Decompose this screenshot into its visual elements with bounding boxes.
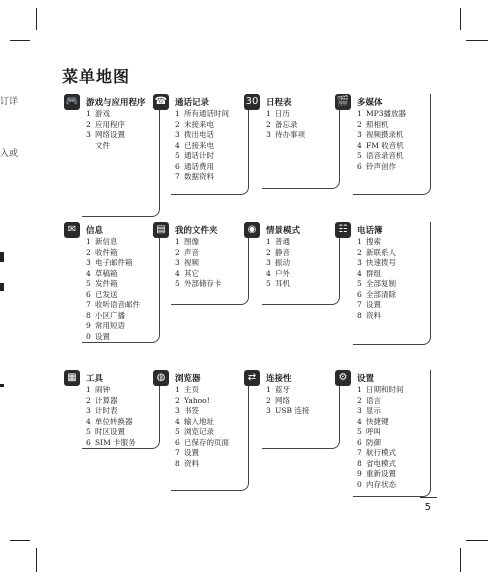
menu-item-number: 5 [357, 279, 362, 288]
menu-item [266, 237, 290, 248]
menu-item-label: USB 连接 [275, 406, 310, 415]
bleed-text: 订详 [0, 97, 19, 107]
page-title: 菜单地图 [62, 67, 131, 86]
envelope-icon: ✉ [64, 222, 80, 238]
menu-card-list [266, 237, 290, 290]
menu-item-label: 计算器 [95, 395, 118, 405]
menu-card-title: 我的文件夹 [175, 226, 218, 236]
menu-item-label: 语音录音机 [366, 151, 404, 160]
menu-item [357, 300, 396, 311]
menu-item-number: 3 [86, 406, 91, 415]
menu-item-number: 5 [357, 427, 362, 436]
menu-item [86, 311, 140, 322]
menu-item-label: 重新设置 [366, 469, 396, 478]
menu-item-label: 游戏 [95, 109, 110, 118]
menu-item-label: 收听语音邮件 [95, 300, 140, 309]
menu-item-label: 图像 [184, 237, 199, 246]
gear-icon: ⚙ [335, 370, 351, 386]
menu-item-label: 户外 [275, 268, 290, 278]
menu-item [266, 130, 305, 141]
menu-item [175, 417, 229, 428]
menu-item-number: 7 [175, 172, 180, 181]
menu-item [357, 130, 406, 141]
menu-item [357, 459, 404, 470]
menu-item-label: Yahoo! [184, 395, 210, 405]
menu-card-title: 电话簿 [357, 226, 383, 236]
menu-item-label: 全部复制 [366, 279, 396, 288]
crop-mark [10, 540, 30, 541]
menu-item-number: 2 [175, 119, 180, 129]
bleed-mark [0, 283, 4, 291]
menu-item [175, 109, 229, 120]
menu-item-number: 4 [86, 416, 91, 426]
phonebook-icon: ☷ [335, 222, 351, 238]
menu-item [175, 162, 229, 173]
menu-item-number: 5 [266, 279, 271, 288]
menu-item-label: 计时表 [95, 406, 118, 415]
menu-item-label: 主页 [184, 385, 199, 394]
menu-item-label: 备忘录 [275, 119, 298, 129]
menu-item-number: 8 [357, 310, 362, 320]
menu-item-label: 视频 [184, 258, 199, 267]
menu-item-number: 4 [357, 140, 362, 150]
menu-item [175, 385, 229, 396]
menu-item [357, 258, 396, 269]
menu-item-label: 快捷键 [366, 416, 389, 426]
menu-item [86, 279, 140, 290]
menu-item-label: 新联系人 [366, 247, 396, 257]
menu-item-number: 4 [266, 268, 271, 278]
menu-item [357, 448, 404, 459]
menu-item [357, 438, 404, 449]
menu-item [86, 406, 136, 417]
menu-item-label: 新信息 [95, 237, 118, 246]
menu-item-label: MP3播放器 [366, 109, 406, 118]
menu-item [86, 321, 140, 332]
bleed-mark [0, 252, 4, 262]
menu-item-label: 普通 [275, 237, 290, 246]
menu-item-label: 通话计时 [184, 151, 214, 160]
menu-item-number: 1 [175, 385, 180, 394]
menu-item-label: 已发送 [95, 289, 118, 299]
menu-item [175, 130, 229, 141]
menu-item [86, 109, 125, 120]
menu-item-label: 发件箱 [95, 279, 118, 288]
crop-mark [36, 8, 37, 30]
menu-item-label: 通话费用 [184, 161, 214, 171]
menu-item-number: 3 [175, 130, 180, 139]
calendar-icon: 30 [244, 94, 260, 110]
menu-item [175, 438, 229, 449]
menu-item [175, 448, 229, 459]
menu-item-number: 3 [175, 406, 180, 415]
menu-item-number: 7 [357, 300, 362, 309]
menu-item [86, 385, 136, 396]
menu-item-number: 1 [266, 109, 271, 118]
menu-item-number: 3 [266, 130, 271, 139]
menu-item-number: 6 [86, 437, 91, 447]
menu-item-number: 4 [175, 268, 180, 278]
menu-item-label: 网络 [275, 395, 290, 405]
menu-item-label: 资料 [184, 458, 199, 468]
menu-item [175, 406, 229, 417]
menu-item-number: 7 [86, 300, 91, 309]
menu-item-number: 4 [175, 140, 180, 150]
menu-item-label: 群组 [366, 268, 381, 278]
connectivity-icon: ⇄ [244, 370, 260, 386]
menu-item-number: 6 [357, 289, 362, 299]
menu-item [175, 141, 229, 152]
menu-item-number: 6 [357, 437, 362, 447]
menu-item [357, 417, 404, 428]
menu-item [175, 279, 222, 290]
menu-card-list [175, 109, 229, 183]
menu-item [86, 300, 140, 311]
menu-item-label: 闹钟 [95, 385, 110, 394]
crop-mark [460, 548, 461, 572]
menu-item-label: 其它 [184, 268, 199, 278]
crop-mark [466, 540, 488, 541]
menu-item-label: 航行模式 [366, 448, 396, 457]
menu-item-label: 单位转换器 [95, 416, 133, 426]
menu-item [266, 109, 305, 120]
folder-icon: ▤ [153, 222, 169, 238]
menu-item [86, 237, 140, 248]
globe-icon: ◍ [153, 370, 169, 386]
menu-item [86, 332, 140, 343]
menu-item-label: 电子邮件箱 [95, 258, 133, 267]
menu-item [357, 248, 396, 259]
menu-item-number: 6 [357, 161, 362, 171]
menu-item [175, 248, 222, 259]
menu-card-list [266, 385, 309, 417]
menu-item [357, 469, 404, 480]
menu-item-label: 全部清除 [366, 289, 396, 299]
menu-card-title: 工具 [86, 374, 104, 384]
bleed-mark [0, 384, 4, 387]
menu-item-number: 7 [357, 448, 362, 457]
menu-item [175, 269, 222, 280]
menu-item-number: 5 [86, 427, 91, 436]
crop-mark [466, 40, 488, 41]
menu-item [266, 406, 309, 417]
menu-item-number: 1 [266, 385, 271, 394]
menu-item-label: 振动 [275, 258, 290, 267]
clapperboard-icon: 🎬 [335, 94, 351, 110]
menu-item-label: 设置 [184, 448, 199, 457]
menu-item-label: 耳机 [275, 279, 290, 288]
menu-card-list [266, 109, 305, 141]
menu-item-number: 1 [357, 385, 362, 394]
menu-item-label: 铃声创作 [366, 161, 396, 171]
menu-item-number: 0 [86, 331, 91, 341]
menu-item-number: 4 [357, 416, 362, 426]
menu-item [357, 480, 404, 491]
menu-item-number: 1 [86, 237, 91, 246]
menu-item-number: 2 [357, 119, 362, 129]
menu-item-number: 7 [175, 448, 180, 457]
menu-item-number: 8 [175, 458, 180, 468]
menu-item-label: 数据资料 [184, 172, 214, 181]
menu-item-label: 资料 [366, 310, 381, 320]
menu-item-number: 3 [266, 406, 271, 415]
menu-item-number: 5 [175, 151, 180, 160]
menu-item-label: 时区设置 [95, 427, 125, 436]
menu-item-number: 2 [266, 119, 271, 129]
menu-item [357, 290, 396, 301]
menu-item-label: 搜索 [366, 237, 381, 246]
menu-card-list [86, 109, 125, 151]
menu-item-number: 3 [86, 258, 91, 267]
menu-item-number: 2 [86, 247, 91, 257]
bleed-text: 入或 [0, 149, 19, 159]
menu-item-number: 4 [86, 268, 91, 278]
menu-item-label: FM 收音机 [366, 140, 404, 150]
menu-card-title: 信息 [86, 226, 104, 236]
menu-item [86, 396, 136, 407]
menu-item-number: 1 [86, 109, 91, 118]
menu-item-label: 拨出电话 [184, 130, 214, 139]
menu-item-number: 1 [86, 385, 91, 394]
menu-item [357, 396, 404, 407]
menu-item-number: 2 [175, 395, 180, 405]
menu-item-label: 未接来电 [184, 119, 214, 129]
menu-item [266, 120, 305, 131]
menu-item [266, 258, 290, 269]
menu-item [86, 120, 125, 131]
menu-item-number: 1 [175, 109, 180, 118]
menu-item-label: 内存状态 [366, 479, 396, 489]
menu-item-label: 书签 [184, 406, 199, 415]
menu-item-number: 5 [357, 151, 362, 160]
menu-card-list [86, 385, 136, 448]
menu-item [86, 427, 136, 438]
page-number-rule [420, 497, 437, 498]
menu-item [357, 406, 404, 417]
menu-item [86, 258, 140, 269]
menu-item [357, 385, 404, 396]
menu-item-label: 输入地址 [184, 416, 214, 426]
gamepad-icon: 🎮 [64, 94, 80, 110]
menu-item-label: 文件 [95, 140, 110, 150]
menu-card-list [357, 109, 406, 172]
menu-item [86, 130, 125, 141]
menu-card-list [86, 237, 140, 342]
menu-card-title: 设置 [357, 374, 375, 384]
menu-item-label: 收件箱 [95, 247, 118, 257]
menu-item-label: 已保存的页面 [184, 437, 229, 447]
menu-item-number: 6 [175, 161, 180, 171]
menu-item-number: 3 [86, 130, 91, 139]
menu-item [357, 237, 396, 248]
menu-item [175, 172, 229, 183]
menu-item-label: SIM 卡服务 [95, 437, 136, 447]
menu-item [357, 109, 406, 120]
menu-item [86, 438, 136, 449]
menu-item-label: 快速拨号 [366, 258, 396, 267]
menu-item-number: 2 [266, 247, 271, 257]
menu-item [266, 279, 290, 290]
menu-item [357, 427, 404, 438]
menu-item-label: 浏览记录 [184, 427, 214, 436]
menu-item-number: 3 [357, 258, 362, 267]
menu-item-label: 防御 [366, 437, 381, 447]
menu-item [175, 120, 229, 131]
menu-item-label: 应用程序 [95, 119, 125, 129]
menu-item-number: 3 [357, 406, 362, 415]
menu-item-number: 2 [357, 395, 362, 405]
crop-mark [36, 548, 37, 572]
menu-item-label: 声音 [184, 247, 199, 257]
menu-item-number: 5 [175, 279, 180, 288]
menu-item-number: 6 [175, 437, 180, 447]
call-log-icon: ☎ [153, 94, 169, 110]
menu-item [175, 258, 222, 269]
menu-item-number: 2 [175, 247, 180, 257]
menu-item-number: 1 [357, 237, 362, 246]
menu-item [175, 427, 229, 438]
menu-card-title: 连接性 [266, 374, 292, 384]
menu-item-label: 设置 [366, 300, 381, 309]
page-number: 5 [424, 502, 431, 513]
menu-item [175, 237, 222, 248]
menu-item-number: 5 [175, 427, 180, 436]
menu-item-label: 日历 [275, 109, 290, 118]
menu-item-label: 草稿箱 [95, 268, 118, 278]
menu-item [266, 269, 290, 280]
menu-card-title: 浏览器 [175, 374, 201, 384]
menu-item [86, 141, 125, 152]
menu-item [175, 396, 229, 407]
menu-item [175, 151, 229, 162]
menu-item-label: 省电模式 [366, 458, 396, 468]
menu-card-title: 情景模式 [266, 226, 301, 236]
menu-item-label: 呼叫 [366, 427, 381, 436]
menu-item-number: 9 [357, 469, 362, 478]
menu-item-number: 2 [357, 247, 362, 257]
menu-item [357, 141, 406, 152]
menu-item [357, 151, 406, 162]
menu-item [357, 269, 396, 280]
menu-card-list [175, 237, 222, 290]
menu-item [266, 396, 309, 407]
menu-item [86, 290, 140, 301]
menu-item [86, 269, 140, 280]
menu-item-number: 8 [86, 310, 91, 320]
menu-item-label: 待办事项 [275, 130, 305, 139]
menu-card-list [357, 385, 404, 490]
menu-item-number: 3 [266, 258, 271, 267]
calculator-icon: ▦ [64, 370, 80, 386]
menu-item-number: 3 [175, 258, 180, 267]
profile-icon: ◉ [244, 222, 260, 238]
menu-card-title: 通话记录 [175, 98, 210, 108]
menu-item-number: 4 [175, 416, 180, 426]
menu-item-number: 6 [86, 289, 91, 299]
menu-item-label: 网络设置 [95, 130, 125, 139]
menu-item-number: 2 [266, 395, 271, 405]
menu-item [86, 417, 136, 428]
menu-item-number: 4 [357, 268, 362, 278]
crop-mark [460, 8, 461, 30]
menu-item-label: 所有通话时间 [184, 109, 229, 118]
menu-item-number: 8 [357, 458, 362, 468]
menu-item-label: 照相机 [366, 119, 389, 129]
menu-card-list [357, 237, 396, 321]
menu-card-title: 游戏与应用程序 [86, 98, 146, 108]
menu-item [357, 120, 406, 131]
menu-item-number: 0 [357, 479, 362, 489]
menu-item [266, 248, 290, 259]
menu-item-number: 2 [86, 119, 91, 129]
menu-item [357, 311, 396, 322]
menu-item [175, 459, 229, 470]
menu-card-list [175, 385, 229, 469]
menu-item-number: 9 [86, 321, 91, 330]
menu-item [266, 385, 309, 396]
menu-item-label: 小区广播 [95, 310, 125, 320]
menu-item-label: 蓝牙 [275, 385, 290, 394]
menu-card-title: 日程表 [266, 98, 292, 108]
menu-item-label: 语言 [366, 395, 381, 405]
menu-item-number: 1 [357, 109, 362, 118]
menu-item-label: 设置 [95, 331, 110, 341]
menu-item-number: 3 [357, 130, 362, 139]
menu-item-number: 1 [175, 237, 180, 246]
menu-item-label: 外部储存卡 [184, 279, 222, 288]
menu-item [86, 248, 140, 259]
menu-item-number: 2 [86, 395, 91, 405]
menu-item-label: 已接来电 [184, 140, 214, 150]
menu-item-label: 显示 [366, 406, 381, 415]
menu-card-title: 多媒体 [357, 98, 383, 108]
menu-item-label: 日期和时间 [366, 385, 404, 394]
crop-mark [10, 40, 30, 41]
menu-item [357, 162, 406, 173]
menu-item-label: 视频摄录机 [366, 130, 404, 139]
menu-item-number: 1 [266, 237, 271, 246]
menu-item-label: 常用短语 [95, 321, 125, 330]
menu-item [357, 279, 396, 290]
menu-item-label: 静音 [275, 247, 290, 257]
menu-item-number: 5 [86, 279, 91, 288]
